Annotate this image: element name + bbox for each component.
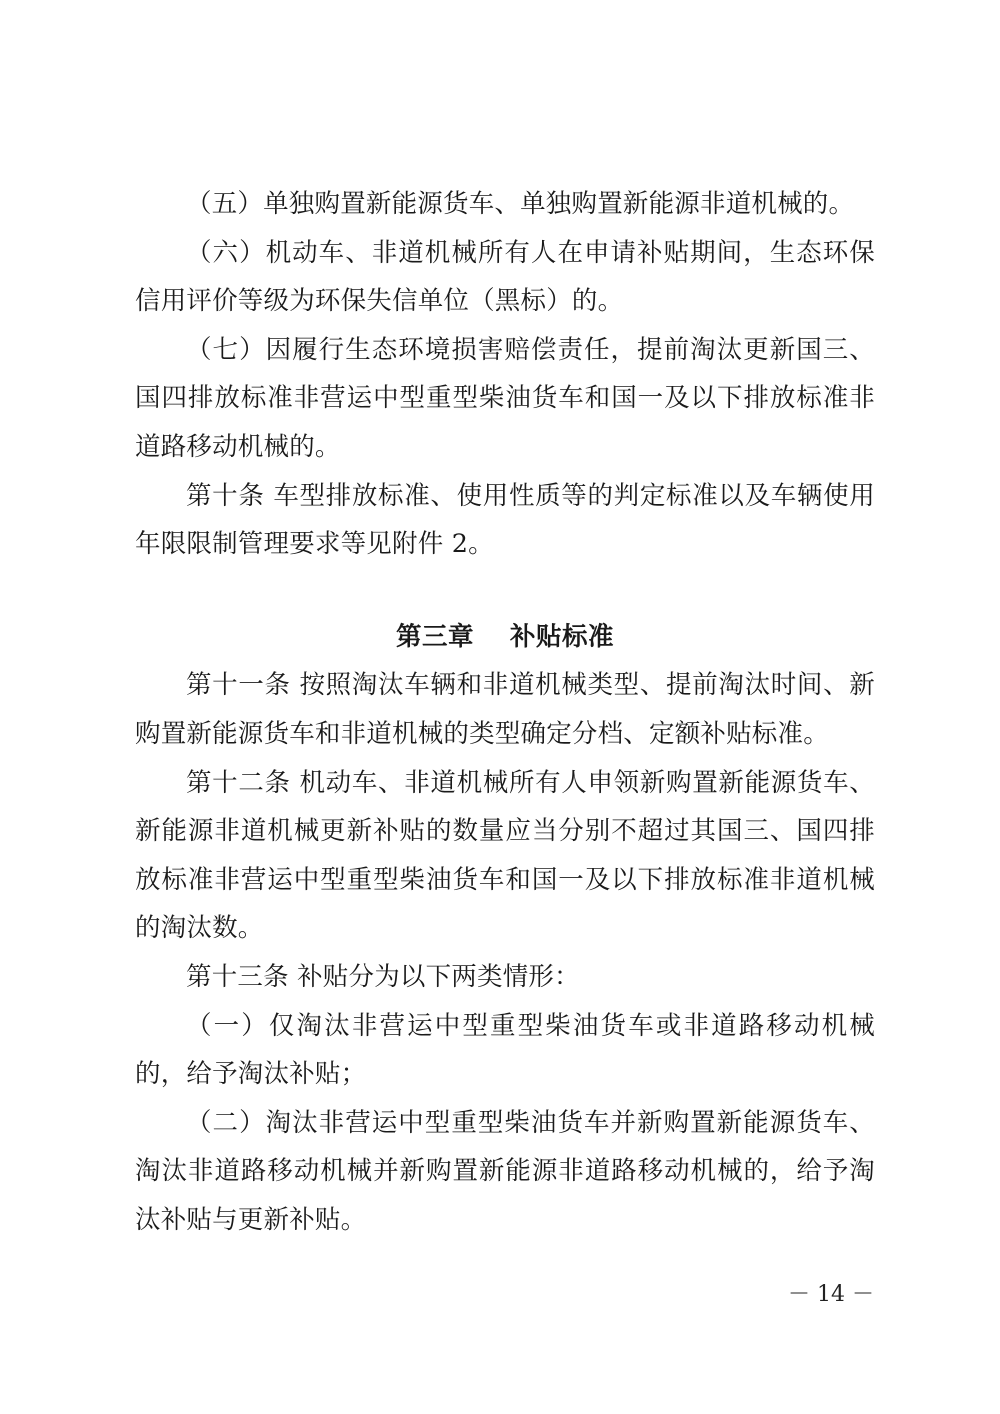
chapter-heading — [135, 613, 875, 662]
paragraph-case-2: （二）淘汰非营运中型重型柴油货车并新购置新能源货车、淘汰非道路移动机械并新购置新能源非道路移动机械的，给予淘汰补贴与更新补贴。 — [135, 1107, 875, 1235]
spacer — [135, 569, 875, 613]
paragraph-item-5: （五）单独购置新能源货车、单独购置新能源非道机械的。 — [186, 189, 855, 219]
paragraph-item-7: （七）因履行生态环境损害赔偿责任，提前淘汰更新国三、国四排放标准非营运中型重型柴油货车和国一及以下排放标准非道路移动机械的。 — [135, 334, 875, 462]
chapter-title: 补贴标准 — [510, 621, 615, 652]
paragraph-article-12: 第十二条 机动车、非道机械所有人申领新购置新能源货车、新能源非道机械更新补贴的数量应当分别不超过其国三、国四排放标准非营运中型重型柴油货车和国一及以下排放标准非道机械的淘汰数。 — [135, 767, 875, 944]
paragraph-case-1: （一）仅淘汰非营运中型重型柴油货车或非道路移动机械的，给予淘汰补贴； — [135, 1010, 875, 1090]
page-number: － 14 － — [788, 1282, 874, 1307]
body-text — [135, 180, 875, 1244]
paragraph-item-6: （六）机动车、非道机械所有人在申请补贴期间，生态环保信用评价等级为环保失信单位（黑标）的。 — [135, 237, 875, 317]
paragraph-article-10: 第十条 车型排放标准、使用性质等的判定标准以及车辆使用年限限制管理要求等见附件 2。 — [135, 480, 875, 560]
paragraph-article-13: 第十三条 补贴分为以下两类情形： — [186, 961, 580, 992]
chapter-number: 第三章 — [395, 621, 474, 652]
paragraph-article-11: 第十一条 按照淘汰车辆和非道机械类型、提前淘汰时间、新购置新能源货车和非道机械的类型确定分档、定额补贴标准。 — [135, 670, 875, 749]
